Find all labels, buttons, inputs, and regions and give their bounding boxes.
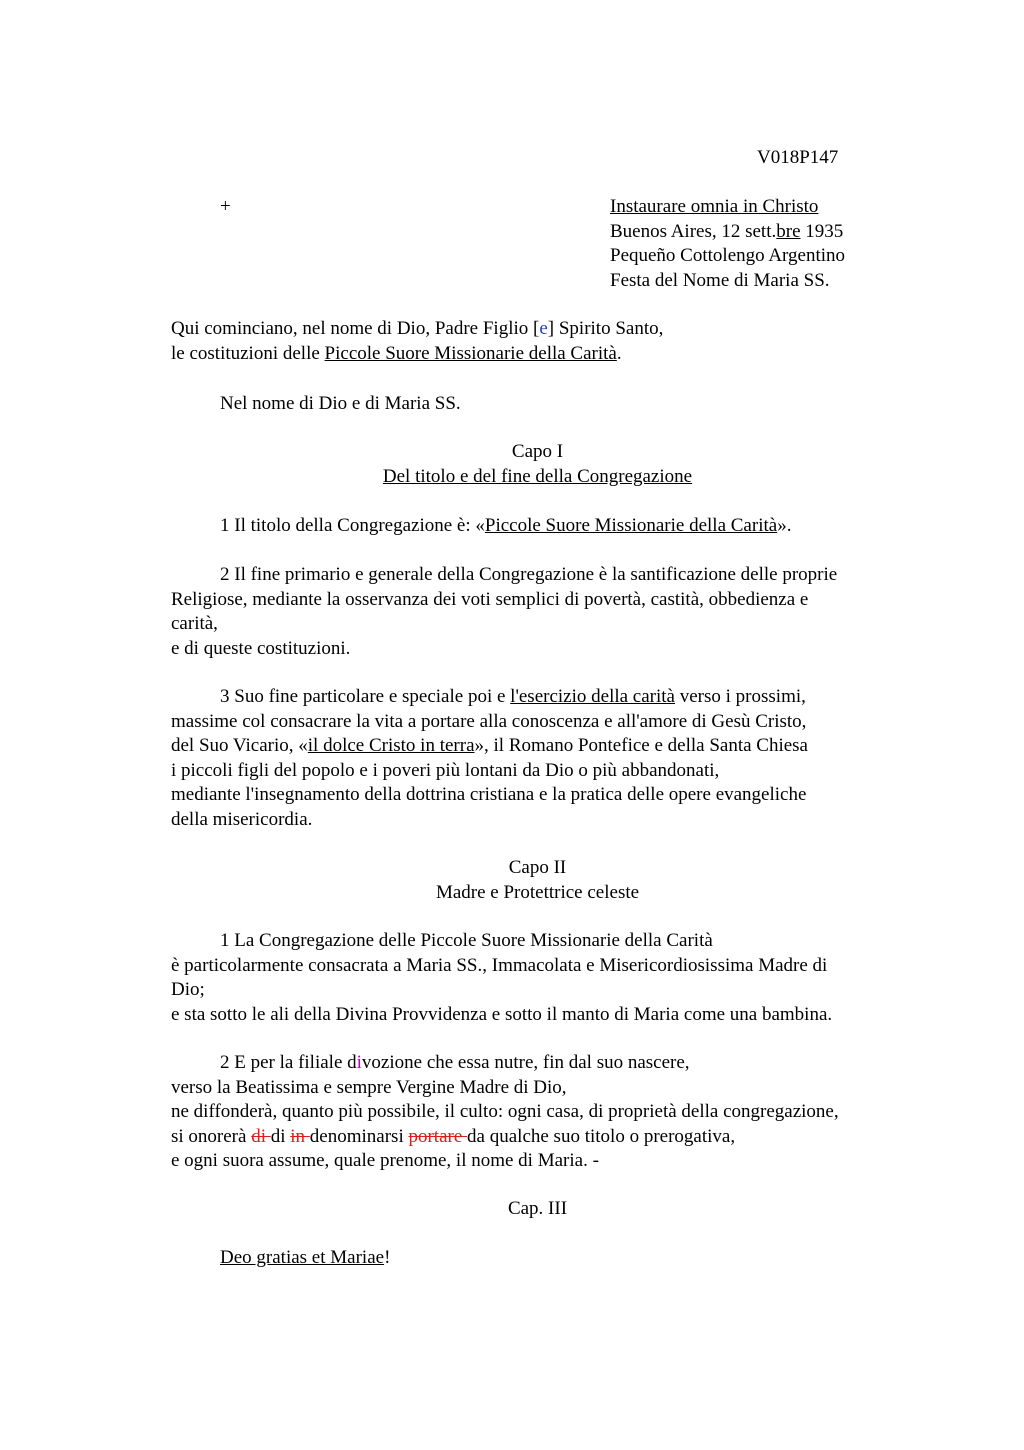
capo-2-article-2 — [171, 1051, 911, 1174]
motto: Instaurare omnia in Christo — [610, 196, 819, 217]
intro-text: Qui cominciano, nel nome di Dio, Padre Figlio [ — [171, 318, 540, 339]
article-text: denominarsi — [309, 1125, 409, 1147]
cross-symbol: + — [220, 196, 231, 217]
article-text: 2 E per la filiale d — [220, 1052, 357, 1073]
article-text: di — [270, 1125, 291, 1147]
article-text: si onorerà — [171, 1125, 252, 1147]
article-line: ne diffonderà, quanto più possibile, il culto: ogni casa, di proprietà della congregazione, — [171, 1101, 839, 1122]
header-block — [610, 195, 845, 293]
place-date-year: 1935 — [800, 220, 844, 242]
capo-1-article-2 — [171, 563, 911, 661]
editorial-insert: i — [356, 1052, 362, 1073]
capo-2-heading-block — [171, 856, 904, 905]
article-text: 1 Il titolo della Congregazione è: « — [220, 515, 485, 536]
article-line: e ogni suora assume, quale prenome, il nome di Maria. - — [171, 1150, 599, 1171]
capo-1-article-3 — [171, 685, 911, 832]
article-line: massime col consacrare la vita a portare alla conoscenza e all'amore di Gesù Cristo, — [171, 710, 807, 732]
article-text: da qualche suo titolo o prerogativa, — [467, 1125, 736, 1147]
article-line: 1 La Congregazione delle Piccole Suore Missionarie della Carità — [220, 930, 713, 951]
feast: Festa del Nome di Maria SS. — [610, 269, 830, 291]
article-line: Dio; — [171, 979, 205, 1000]
article-line: e di queste costituzioni. — [171, 637, 351, 659]
chapter-heading: Capo I — [511, 441, 564, 462]
article-text: », il Romano Pontefice e della Santa Chiesa — [474, 735, 808, 756]
struck-text: di — [251, 1125, 271, 1147]
underlined-phrase: l'esercizio della carità — [510, 686, 675, 707]
chapter-title: Del titolo e del fine della Congregazione — [382, 465, 693, 487]
invocation — [171, 392, 911, 417]
struck-text: portare — [408, 1125, 468, 1147]
place-date-bre: bre — [776, 220, 801, 242]
article-line: verso la Beatissima e sempre Vergine Madre di Dio, — [171, 1076, 567, 1098]
capo-1-article-1 — [171, 514, 911, 539]
editorial-insert: e — [539, 318, 548, 339]
capo-2-article-1 — [171, 929, 911, 1027]
intro-line-2 — [171, 342, 911, 367]
congregation-name: Piccole Suore Missionarie della Carità — [324, 342, 617, 364]
page-id: V018P147 — [757, 147, 839, 168]
chapter-title: Madre e Protettrice celeste — [435, 881, 640, 903]
place-date — [610, 220, 845, 245]
chapter-heading: Capo II — [508, 857, 567, 878]
article-text: del Suo Vicario, « — [171, 735, 308, 756]
article-line: e sta sotto le ali della Divina Provvidenza e sotto il manto di Maria come una bambina. — [171, 1003, 833, 1025]
capo-1-heading-block — [171, 440, 904, 489]
closing — [171, 1246, 911, 1271]
article-line: mediante l'insegnamento della dottrina cristiana e la pratica delle opere evangeliche — [171, 784, 807, 805]
article-line: carità, — [171, 613, 218, 634]
intro-text: le costituzioni delle — [171, 342, 325, 364]
institution: Pequeño Cottolengo Argentino — [610, 245, 846, 266]
article-line: 2 Il fine primario e generale della Congregazione è la santificazione delle proprie — [220, 564, 838, 585]
article-text: vozione che essa nutre, fin dal suo nascere, — [361, 1052, 690, 1073]
underlined-phrase: il dolce Cristo in terra — [307, 735, 475, 756]
intro-line-1 — [171, 317, 911, 342]
article-line: è particolarmente consacrata a Maria SS., Immacolata e Misericordiosissima Madre di — [171, 954, 828, 976]
article-line: i piccoli figli del popolo e i poveri più lontani da Dio o più abbandonati, — [171, 759, 720, 781]
intro — [171, 317, 911, 366]
invocation-text: Nel nome di Dio e di Maria SS. — [220, 393, 461, 414]
article-text: ». — [777, 515, 792, 536]
struck-text: in — [290, 1125, 310, 1147]
article-line: Religiose, mediante la osservanza dei voti semplici di povertà, castità, obbedienza e — [171, 588, 809, 610]
chapter-heading: Cap. III — [507, 1198, 568, 1219]
article-text: 3 Suo fine particolare e speciale poi e — [220, 686, 511, 707]
article-text: verso i prossimi, — [675, 686, 806, 707]
article-line: della misericordia. — [171, 808, 313, 830]
capo-3-heading-block — [171, 1197, 904, 1222]
intro-text: ] Spirito Santo, — [547, 318, 664, 339]
place-date-prefix: Buenos Aires, 12 sett. — [610, 220, 777, 242]
congregation-name: Piccole Suore Missionarie della Carità — [484, 515, 778, 536]
closing-punctuation: ! — [384, 1247, 391, 1268]
closing-phrase: Deo gratias et Mariae — [220, 1247, 385, 1268]
intro-text: . — [616, 342, 622, 364]
